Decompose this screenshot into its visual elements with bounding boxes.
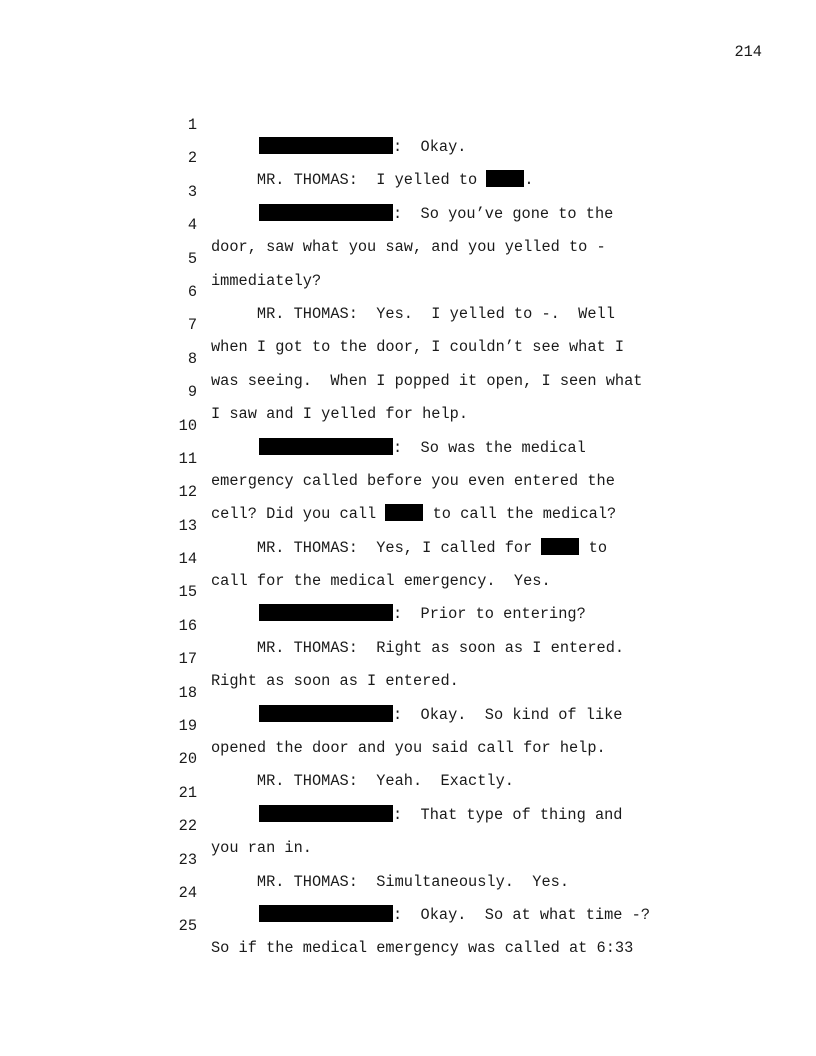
line-text: : Okay. xyxy=(211,136,466,158)
line-number: 8 xyxy=(187,349,197,368)
line-number: 6 xyxy=(187,282,197,301)
line-text: MR. THOMAS: Simultaneously. Yes. xyxy=(211,872,570,891)
line-text: So if the medical emergency was called at 6:33 xyxy=(211,939,634,958)
line-number: 17 xyxy=(178,650,197,669)
line-text: immediately? xyxy=(211,271,322,290)
transcript-line-20 xyxy=(0,726,816,791)
transcript-line-4 xyxy=(0,192,816,257)
transcript-line-22 xyxy=(0,793,816,858)
line-number: 15 xyxy=(178,583,197,602)
line-text: was seeing. When I popped it open, I seen what xyxy=(211,371,643,390)
line-text: MR. THOMAS: Yes. I yelled to -. Well xyxy=(211,304,615,323)
line-number: 7 xyxy=(187,316,197,335)
transcript-line-15 xyxy=(0,559,816,624)
transcript-line-12 xyxy=(0,459,816,524)
line-text: MR. THOMAS: Yeah. Exactly. xyxy=(211,772,514,791)
line-text: : Okay. So kind of like xyxy=(211,704,623,726)
line-text: : So you’ve gone to the xyxy=(211,203,613,225)
line-number: 2 xyxy=(187,149,197,168)
transcript-line-18 xyxy=(0,660,816,724)
line-text: call for the medical emergency. Yes. xyxy=(211,572,551,591)
line-number: 4 xyxy=(187,216,197,235)
line-number: 19 xyxy=(178,717,197,736)
line-number: 21 xyxy=(178,783,197,802)
line-number: 20 xyxy=(178,750,197,769)
line-number: 9 xyxy=(187,383,197,402)
transcript-line-9 xyxy=(0,359,816,424)
transcript-line-1 xyxy=(0,92,816,156)
transcript-line-11 xyxy=(0,426,816,490)
transcript-line-25 xyxy=(0,893,816,958)
transcript-line-3 xyxy=(0,159,816,223)
line-text: opened the door and you said call for help. xyxy=(211,739,606,758)
transcript-line-13 xyxy=(0,493,816,557)
line-number: 16 xyxy=(178,616,197,635)
line-number: 13 xyxy=(178,516,197,535)
line-text: MR. THOMAS: Yes, I called for to xyxy=(211,538,608,557)
line-text: Right as soon as I entered. xyxy=(211,672,459,691)
transcript-line-16 xyxy=(0,593,816,657)
line-number: 23 xyxy=(178,850,197,869)
line-number: 3 xyxy=(187,182,197,201)
line-number: 14 xyxy=(178,550,197,569)
line-text: : So was the medical xyxy=(211,437,586,459)
transcript-body xyxy=(0,92,816,958)
line-text: emergency called before you even entered the xyxy=(211,471,615,490)
transcript-line-21 xyxy=(0,760,816,824)
page-number: 214 xyxy=(734,43,762,61)
line-text: door, saw what you saw, and you yelled to - xyxy=(211,238,606,257)
line-text: : That type of thing and xyxy=(211,804,623,826)
transcript-line-7 xyxy=(0,292,816,357)
line-text: MR. THOMAS: Right as soon as I entered. xyxy=(211,638,625,657)
line-text: when I got to the door, I couldn’t see what I xyxy=(211,338,625,357)
transcript-line-5 xyxy=(0,226,816,290)
transcript-line-6 xyxy=(0,259,816,323)
line-number: 12 xyxy=(178,483,197,502)
line-text: cell? Did you call to call the medical? xyxy=(211,505,617,524)
line-number: 10 xyxy=(178,416,197,435)
line-number: 25 xyxy=(178,917,197,936)
transcript-line-23 xyxy=(0,827,816,891)
line-text: : Prior to entering? xyxy=(211,603,586,625)
line-text: MR. THOMAS: I yelled to . xyxy=(211,171,534,190)
line-number: 11 xyxy=(178,449,197,468)
transcript-line-24 xyxy=(0,860,816,924)
line-text: : Okay. So at what time -? xyxy=(211,904,650,926)
line-number: 5 xyxy=(187,249,197,268)
transcript-line-2 xyxy=(0,125,816,190)
transcript-line-8 xyxy=(0,326,816,390)
line-number: 18 xyxy=(178,683,197,702)
line-number: 1 xyxy=(187,116,197,134)
transcript-line-10 xyxy=(0,393,816,457)
transcript-line-17 xyxy=(0,626,816,691)
transcript-line-14 xyxy=(0,526,816,591)
line-number: 22 xyxy=(178,817,197,836)
transcript-line-19 xyxy=(0,693,816,758)
line-number: 24 xyxy=(178,883,197,902)
line-text: I saw and I yelled for help. xyxy=(211,405,469,424)
line-text: you ran in. xyxy=(211,839,312,858)
